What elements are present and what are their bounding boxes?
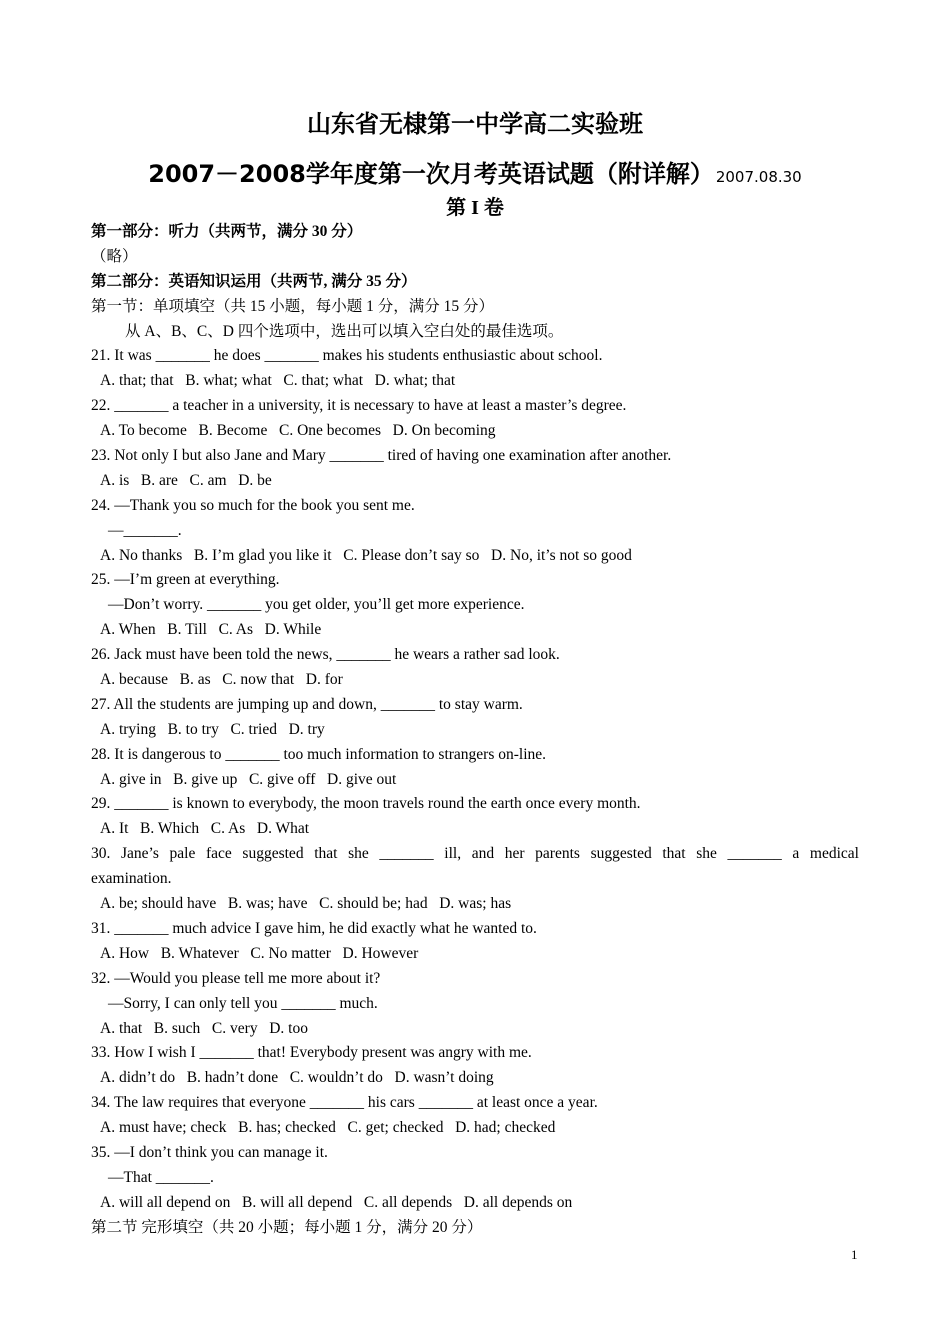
question-item [91, 967, 859, 1042]
question-item [91, 917, 859, 967]
question-stem: 23. Not only I but also Jane and Mary _______ tired of having one examination after another. [91, 447, 672, 465]
volume-heading: 第 I 卷 [446, 197, 504, 219]
section1-title: 第一节：单项填空（共 15 小题，每小题 1 分，满分 15 分） [91, 297, 495, 315]
question-item [91, 643, 859, 693]
question-options: A. because B. as C. now that D. for [100, 671, 343, 689]
question-stem: 33. How I wish I _______ that! Everybody present was angry with me. [91, 1044, 532, 1062]
question-item [91, 792, 859, 842]
question-options: A. will all depend on B. will all depend C. all depends D. all depends on [100, 1193, 573, 1211]
question-reply: —_______. [108, 521, 182, 539]
question-options: A. must have; check B. has; checked C. get; checked D. had; checked [100, 1119, 556, 1137]
question-item [91, 494, 859, 569]
question-stem: 27. All the students are jumping up and down, _______ to stay warm. [91, 695, 523, 713]
question-stem: examination. [91, 870, 172, 888]
question-options: A. give in B. give up C. give off D. give out [100, 770, 397, 788]
section2-title: 第二节 完形填空（共 20 小题；每小题 1 分，满分 20 分） [91, 1218, 483, 1236]
question-item [91, 743, 859, 793]
question-options: A. It B. Which C. As D. What [100, 820, 310, 838]
question-stem: 32. —Would you please tell me more about it? [91, 969, 381, 987]
question-item [91, 1041, 859, 1091]
question-options: A. that; that B. what; what C. that; what D. what; that [100, 372, 456, 390]
question-item [91, 444, 859, 494]
question-stem: 34. The law requires that everyone _______ his cars _______ at least once a year. [91, 1094, 598, 1112]
question-item [91, 1141, 859, 1216]
document-title: 山东省无棣第一中学高二实验班 [307, 110, 643, 138]
question-item [91, 394, 859, 444]
question-stem: 31. _______ much advice I gave him, he did exactly what he wanted to. [91, 919, 537, 937]
question-stem: 22. _______ a teacher in a university, it is necessary to have at least a master’s degree. [91, 397, 627, 415]
page-number: 1 [851, 1247, 858, 1262]
document-body [91, 220, 859, 1241]
question-stem: 28. It is dangerous to _______ too much information to strangers on-line. [91, 745, 547, 763]
section1-instruction: 从 A、B、C、D 四个选项中，选出可以填入空白处的最佳选项。 [125, 322, 564, 340]
question-options: A. be; should have B. was; have C. should be; had D. was; has [100, 895, 512, 913]
question-item [91, 693, 859, 743]
question-options: A. To become B. Become C. One becomes D. On becoming [100, 422, 496, 440]
question-options: A. is B. are C. am D. be [100, 471, 272, 489]
document-subtitle [0, 156, 950, 195]
part1-heading: 第一部分：听力（共两节，满分 30 分） [91, 223, 363, 240]
part1-note: （略） [91, 247, 138, 265]
question-reply: —Sorry, I can only tell you _______ much. [108, 994, 378, 1012]
question-item [91, 344, 859, 394]
question-stem: 25. —I’m green at everything. [91, 571, 280, 589]
question-options: A. How B. Whatever C. No matter D. However [100, 944, 419, 962]
question-item [91, 1091, 859, 1141]
question-options: A. trying B. to try C. tried D. try [100, 720, 325, 738]
question-stem: 29. _______ is known to everybody, the moon travels round the earth once every month. [91, 795, 641, 813]
question-options: A. didn’t do B. hadn’t done C. wouldn’t do D. wasn’t doing [100, 1069, 494, 1087]
question-options: A. No thanks B. I’m glad you like it C. Please don’t say so D. No, it’s not so good [100, 546, 632, 564]
question-stem: 24. —Thank you so much for the book you sent me. [91, 496, 415, 514]
question-stem: 26. Jack must have been told the news, _______ he wears a rather sad look. [91, 646, 560, 664]
question-options: A. that B. such C. very D. too [100, 1019, 308, 1037]
question-options: A. When B. Till C. As D. While [100, 621, 322, 639]
question-reply: —Don’t worry. _______ you get older, you’ll get more experience. [108, 596, 525, 614]
question-list [91, 344, 859, 1215]
question-stem: 21. It was _______ he does _______ makes his students enthusiastic about school. [91, 347, 603, 365]
question-stem: 30. Jane’s pale face suggested that she _______ ill, and her parents suggested that she _______ a medical [91, 845, 859, 863]
subtitle-text: 2007－2008学年度第一次月考英语试题（附详解） [148, 160, 714, 188]
exam-date: 2007.08.30 [715, 168, 802, 186]
question-item [91, 842, 859, 917]
question-reply: —That _______. [108, 1168, 214, 1186]
question-stem: 35. —I don’t think you can manage it. [91, 1143, 328, 1161]
question-item [91, 568, 859, 643]
part2-heading: 第二部分：英语知识运用（共两节, 满分 35 分） [91, 272, 417, 290]
